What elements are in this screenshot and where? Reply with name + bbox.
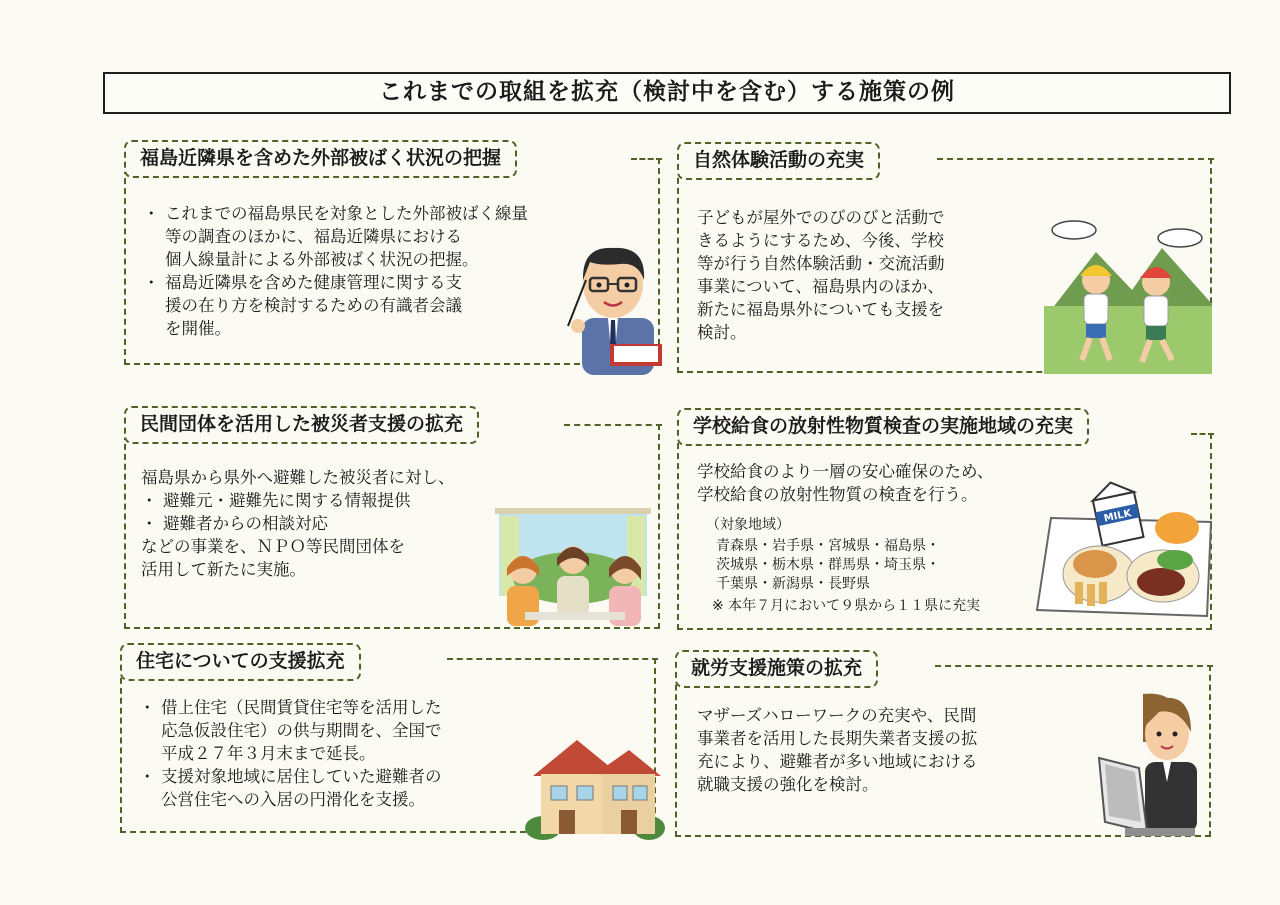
office-worker-illustration <box>1095 690 1210 842</box>
npo-outro: などの事業を、ＮＰＯ等民間団体を 活用して新たに実施。 <box>141 537 405 579</box>
children-hiking-illustration <box>1040 218 1212 374</box>
lunch-area-label: （対象地域） <box>706 517 790 533</box>
school-lunch-illustration <box>1035 478 1215 628</box>
housing-bullet-list <box>139 696 442 811</box>
housing-bullet-2: ・ 支援対象地域に居住していた避難者の 公営住宅への入居の円滑化を支援。 <box>139 765 442 811</box>
housing-bullet-1: ・ 借上住宅（民間賃貸住宅等を活用した 応急仮設住宅）の供与期間を、全国で 平成２７年３月末まで延長。 <box>139 696 442 765</box>
house-illustration <box>525 732 665 840</box>
npo-bullet-list <box>141 489 455 535</box>
employment-text: マザーズハローワークの充実や、民間 事業者を活用した長期失業者支援の拡 充により、避難者が多い地域における 就職支援の強化を検討。 <box>697 706 978 794</box>
panel-exposure-title: 福島近隣県を含めた外部被ばく状況の把握 <box>124 140 517 178</box>
milk-label: MILK <box>1102 508 1133 525</box>
panel-nature-title: 自然体験活動の充実 <box>677 142 880 180</box>
panel-lunch-title: 学校給食の放射性物質検査の実施地域の充実 <box>677 408 1089 446</box>
page-title: これまでの取組を拡充（検討中を含む）する施策の例 <box>103 72 1231 114</box>
panel-npo-title: 民間団体を活用した被災者支援の拡充 <box>124 406 479 444</box>
exposure-bullet-list <box>143 202 528 340</box>
npo-bullet-2: ・ 避難者からの相談対応 <box>141 512 455 535</box>
teacher-illustration <box>560 240 665 375</box>
exposure-bullet-2: ・ 福島近隣県を含めた健康管理に関する支 援の在り方を検討するための有識者会議 を開催。 <box>143 271 528 340</box>
women-meeting-illustration <box>485 508 657 630</box>
npo-bullet-1: ・ 避難元・避難先に関する情報提供 <box>141 489 455 512</box>
npo-intro: 福島県から県外へ避難した被災者に対し、 <box>141 468 455 487</box>
panel-employment-title: 就労支援施策の拡充 <box>675 650 878 688</box>
lunch-areas: 青森県・岩手県・宮城県・福島県・ 茨城県・栃木県・群馬県・埼玉県・ 千葉県・新潟県・長野県 <box>716 538 940 592</box>
panel-housing-title: 住宅についての支援拡充 <box>120 643 361 681</box>
lunch-note: ※ 本年７月において９県から１１県に充実 <box>712 598 981 614</box>
exposure-bullet-1: ・ これまでの福島県民を対象とした外部被ばく線量 等の調査のほかに、福島近隣県における 個人線量計による外部被ばく状況の把握。 <box>143 202 528 271</box>
npo-text <box>141 466 455 581</box>
nature-text: 子どもが屋外でのびのびと活動で きるようにするため、今後、学校 等が行う自然体験活動・交流活動 事業について、福島県内のほか、 新たに福島県外についても支援を 検討。 <box>697 208 945 342</box>
lunch-text: 学校給食のより一層の安心確保のため、 学校給食の放射性物質の検査を行う。 <box>697 462 994 504</box>
